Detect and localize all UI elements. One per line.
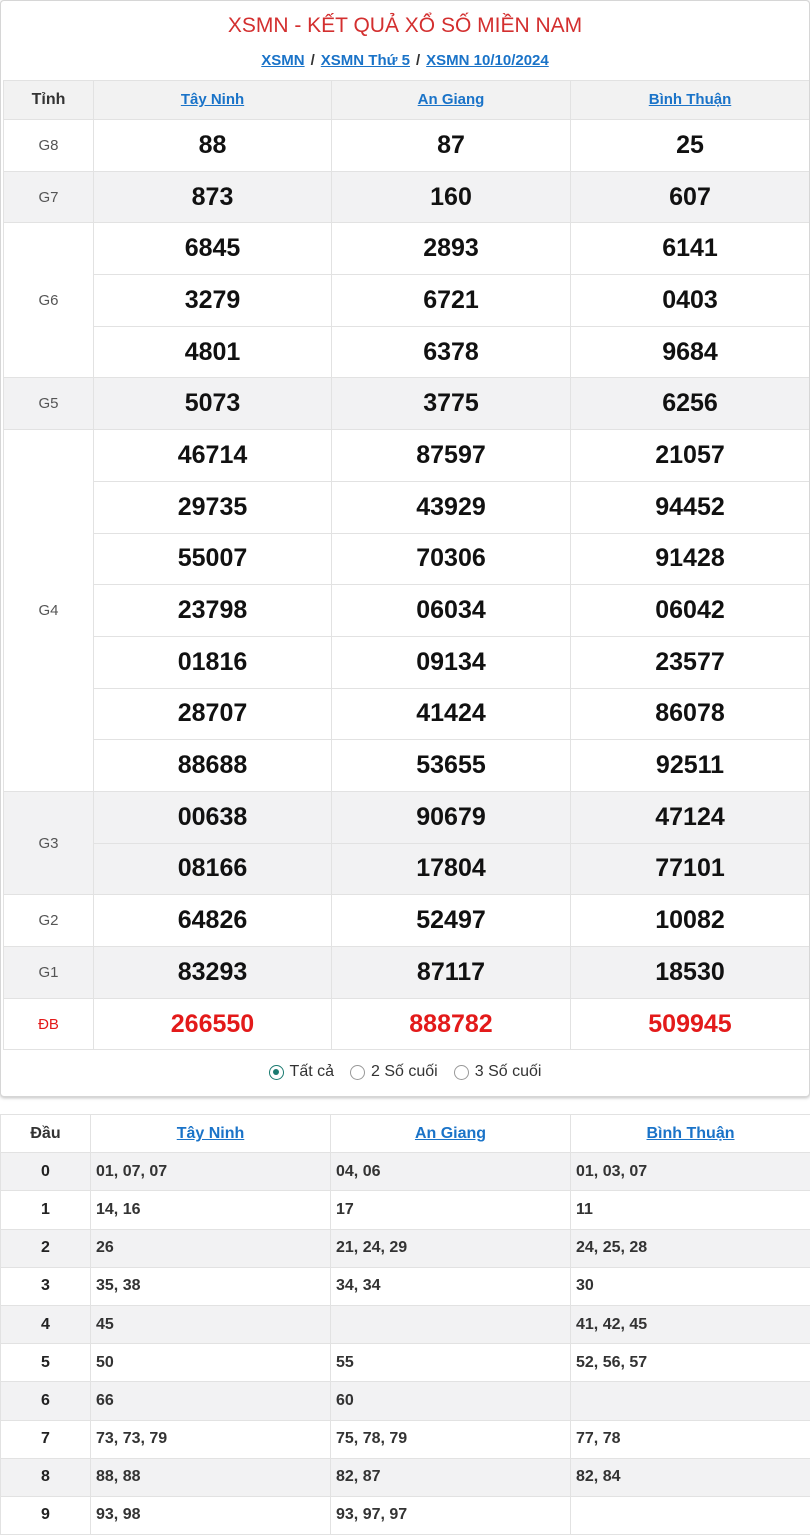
breadcrumb [1,49,809,73]
prize-number: 23577 [571,636,810,688]
dau-digit: 5 [1,1344,91,1382]
prize-number: 3775 [332,378,571,430]
prize-row [4,843,810,895]
prize-number: 90679 [332,791,571,843]
prize-number: 29735 [94,481,332,533]
radio-icon[interactable] [350,1065,365,1080]
prize-number: 607 [571,171,810,223]
dau-values: 26 [91,1229,331,1267]
province-link-tay-ninh[interactable]: Tây Ninh [181,91,244,108]
column-header-province [94,81,332,120]
prize-number: 5073 [94,378,332,430]
prize-number: 92511 [571,740,810,792]
prize-number: 23798 [94,585,332,637]
dau-digit: 4 [1,1305,91,1343]
prize-number: 09134 [332,636,571,688]
prize-row [4,223,810,275]
prize-label: G7 [4,171,94,223]
prize-number: 47124 [571,791,810,843]
page-title: XSMN - KẾT QUẢ XỔ SỐ MIỀN NAM [1,1,809,51]
prize-label: G6 [4,223,94,378]
dau-digit: 7 [1,1420,91,1458]
prize-number: 17804 [332,843,571,895]
prize-number: 43929 [332,481,571,533]
column-header-province [571,81,810,120]
dau-row [1,1267,810,1305]
breadcrumb-xsmn-thu-5[interactable]: XSMN Thứ 5 [321,52,410,69]
prize-number: 83293 [94,947,332,999]
radio-icon[interactable] [454,1065,469,1080]
dau-values [571,1496,810,1534]
prize-number: 52497 [332,895,571,947]
prize-label: ĐB [4,998,94,1050]
dau-values: 24, 25, 28 [571,1229,810,1267]
prize-row [4,998,810,1050]
dau-values: 45 [91,1305,331,1343]
prize-label: G8 [4,120,94,172]
province-link-tay-ninh[interactable]: Tây Ninh [177,1125,245,1142]
province-link-an-giang[interactable]: An Giang [418,91,485,108]
prize-number: 4801 [94,326,332,378]
prize-row [4,791,810,843]
dau-digit: 0 [1,1153,91,1191]
dau-values: 52, 56, 57 [571,1344,810,1382]
prize-number: 87 [332,120,571,172]
prize-row [4,120,810,172]
filter-option-label: 3 Số cuối [475,1063,542,1081]
prize-number: 0403 [571,275,810,327]
prize-number: 01816 [94,636,332,688]
prize-number: 3279 [94,275,332,327]
special-prize-number: 509945 [571,998,810,1050]
prize-number: 6141 [571,223,810,275]
dau-digit: 2 [1,1229,91,1267]
dau-row [1,1305,810,1343]
prize-number: 06042 [571,585,810,637]
prize-number: 6256 [571,378,810,430]
dau-digit: 3 [1,1267,91,1305]
dau-values: 34, 34 [331,1267,571,1305]
prize-number: 6721 [332,275,571,327]
prize-number: 87597 [332,430,571,482]
filter-option-all[interactable] [269,1063,334,1081]
column-header-province [91,1115,331,1153]
prize-number: 08166 [94,843,332,895]
dau-row [1,1153,810,1191]
dau-values: 82, 87 [331,1458,571,1496]
prize-number: 10082 [571,895,810,947]
prize-row [4,275,810,327]
breadcrumb-xsmn-date[interactable]: XSMN 10/10/2024 [426,52,549,69]
prize-number: 41424 [332,688,571,740]
prize-number: 88688 [94,740,332,792]
breadcrumb-separator: / [416,52,420,69]
province-link-binh-thuan[interactable]: Bình Thuận [649,91,732,108]
prize-number: 18530 [571,947,810,999]
prize-number: 6845 [94,223,332,275]
dau-values [571,1382,810,1420]
dau-values: 41, 42, 45 [571,1305,810,1343]
prize-number: 88 [94,120,332,172]
prize-row [4,636,810,688]
digit-filter [1,1051,809,1093]
special-prize-number: 888782 [332,998,571,1050]
prize-number: 9684 [571,326,810,378]
dau-table [0,1114,810,1535]
prize-row [4,430,810,482]
dau-row [1,1496,810,1534]
filter-option-label: 2 Số cuối [371,1063,438,1081]
results-body [4,120,810,1050]
dau-values: 14, 16 [91,1191,331,1229]
dau-digit: 8 [1,1458,91,1496]
dau-values: 50 [91,1344,331,1382]
prize-number: 873 [94,171,332,223]
column-header-province [571,1115,810,1153]
dau-values: 11 [571,1191,810,1229]
dau-values: 60 [331,1382,571,1420]
dau-values: 75, 78, 79 [331,1420,571,1458]
prize-number: 28707 [94,688,332,740]
column-header-province [332,81,571,120]
column-header-province-label: Tỉnh [4,81,94,120]
prize-row [4,326,810,378]
dau-digit: 1 [1,1191,91,1229]
dau-row [1,1458,810,1496]
dau-values [331,1305,571,1343]
prize-row [4,947,810,999]
dau-row [1,1344,810,1382]
dau-values: 17 [331,1191,571,1229]
prize-label: G5 [4,378,94,430]
filter-option-label: Tất cả [290,1063,334,1081]
prize-number: 06034 [332,585,571,637]
prize-row [4,585,810,637]
dau-values: 30 [571,1267,810,1305]
prize-label: G2 [4,895,94,947]
dau-values: 04, 06 [331,1153,571,1191]
prize-number: 87117 [332,947,571,999]
province-link-binh-thuan[interactable]: Bình Thuận [647,1125,735,1142]
prize-number: 94452 [571,481,810,533]
prize-row [4,740,810,792]
dau-row [1,1191,810,1229]
prize-number: 77101 [571,843,810,895]
special-prize-number: 266550 [94,998,332,1050]
prize-number: 2893 [332,223,571,275]
breadcrumb-xsmn[interactable]: XSMN [261,52,304,69]
prize-label: G3 [4,791,94,894]
prize-number: 64826 [94,895,332,947]
dau-values: 93, 98 [91,1496,331,1534]
prize-number: 86078 [571,688,810,740]
province-link-an-giang[interactable]: An Giang [415,1125,486,1142]
prize-number: 55007 [94,533,332,585]
results-header-row [4,81,810,120]
dau-values: 66 [91,1382,331,1420]
column-header-dau: Đầu [1,1115,91,1153]
dau-digit: 6 [1,1382,91,1420]
prize-row [4,481,810,533]
dau-row [1,1420,810,1458]
dau-digit: 9 [1,1496,91,1534]
dau-values: 55 [331,1344,571,1382]
prize-number: 70306 [332,533,571,585]
dau-values: 01, 07, 07 [91,1153,331,1191]
prize-number: 46714 [94,430,332,482]
prize-row [4,378,810,430]
prize-number: 00638 [94,791,332,843]
dau-values: 21, 24, 29 [331,1229,571,1267]
filter-option-last-3[interactable] [454,1063,542,1081]
dau-values: 35, 38 [91,1267,331,1305]
prize-label: G4 [4,430,94,792]
column-header-province [331,1115,571,1153]
dau-values: 82, 84 [571,1458,810,1496]
prize-label: G1 [4,947,94,999]
prize-number: 53655 [332,740,571,792]
dau-body [1,1153,810,1535]
dau-values: 77, 78 [571,1420,810,1458]
breadcrumb-separator: / [311,52,315,69]
prize-row [4,533,810,585]
dau-values: 93, 97, 97 [331,1496,571,1534]
prize-number: 91428 [571,533,810,585]
prize-number: 6378 [332,326,571,378]
radio-selected-icon[interactable] [269,1065,284,1080]
dau-values: 88, 88 [91,1458,331,1496]
dau-row [1,1382,810,1420]
results-table [3,80,810,1050]
dau-row [1,1229,810,1267]
filter-option-last-2[interactable] [350,1063,438,1081]
dau-values: 01, 03, 07 [571,1153,810,1191]
prize-row [4,895,810,947]
prize-number: 25 [571,120,810,172]
prize-row [4,688,810,740]
dau-header-row [1,1115,810,1153]
prize-number: 21057 [571,430,810,482]
prize-number: 160 [332,171,571,223]
prize-row [4,171,810,223]
dau-values: 73, 73, 79 [91,1420,331,1458]
